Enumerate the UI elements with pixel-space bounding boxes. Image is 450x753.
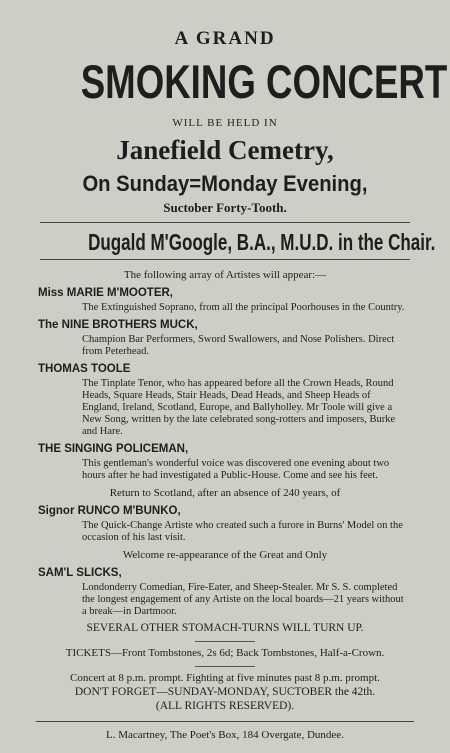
artist-description: The Extinguished Soprano, from all the principal Poorhouses in the Country. [82, 302, 405, 313]
divider-top [40, 222, 410, 223]
artist-name: The NINE BROTHERS MUCK, [38, 319, 198, 331]
header-line-a-grand: A GRAND [174, 28, 276, 49]
artist-name: THOMAS TOOLE [38, 363, 131, 375]
header-will-be-held: WILL BE HELD IN [172, 117, 278, 129]
artist-entry [40, 566, 410, 618]
divider-bottom [36, 721, 414, 722]
rights-line: (ALL RIGHTS RESERVED). [155, 700, 295, 712]
concert-time-line: Concert at 8 p.m. prompt. Fighting at five minutes past 8 p.m. prompt. [70, 672, 380, 684]
chair-line: Dugald M'Google, B.A., M.U.D. in the Chair. [88, 229, 436, 255]
artist-description: The Tinplate Tenor, who has appeared before all the Crown Heads, Round Heads, Square Heads, Stair Heads, Dead Heads, and Sheep Heads of England, Ireland, Scotland, Europe, and Ballyholley. Mr Toole will give a New Song, written by the late celebrated song-rotters and imposers, Burke and Hare. [82, 378, 396, 437]
artist-entry [40, 286, 410, 314]
header-when: On Sunday=Monday Evening, [82, 171, 368, 196]
divider-short [195, 641, 255, 642]
artist-description: This gentleman's wonderful voice was discovered one evening about two hours after he had investigated a Public-House. Come and see his feet. [82, 458, 390, 481]
tickets-line: TICKETS—Front Tombstones, 2s 6d; Back Tombstones, Half-a-Crown. [65, 647, 385, 659]
divider-chair [40, 259, 410, 260]
header-smoking-concert: SMOKING CONCERT [80, 55, 448, 108]
artist-description: The Quick-Change Artiste who created such a furore in Burns' Model on the occasion of his last visit. [82, 520, 403, 543]
several-line: SEVERAL OTHER STOMACH-TURNS WILL TURN UP. [86, 622, 364, 634]
return-line: Return to Scotland, after an absence of 240 years, of [109, 487, 341, 499]
artist-name: SAM'L SLICKS, [38, 567, 122, 579]
artist-entry [40, 362, 410, 438]
artist-description: Londonderry Comedian, Fire-Eater, and Sheep-Stealer. Mr S. S. completed the longest engagement of any Artiste on the local boards—21 years without a break—in Dartmoor. [82, 582, 404, 617]
printer-line: L. Macartney, The Poet's Box, 184 Overgate, Dundee. [106, 729, 344, 741]
divider-short [195, 666, 255, 667]
artist-entry [40, 504, 410, 544]
welcome-line: Welcome re-appearance of the Great and Only [122, 549, 328, 561]
intro-line: The following array of Artistes will appear:— [123, 269, 327, 281]
header-date: Suctober Forty-Tooth. [163, 200, 287, 215]
dont-forget-line: DON'T FORGET—SUNDAY-MONDAY, SUCTOBER the 42th. [74, 686, 376, 698]
artist-name: Miss MARIE M'MOOTER, [38, 287, 173, 299]
artist-name: THE SINGING POLICEMAN, [38, 443, 189, 455]
artist-entry [40, 318, 410, 358]
artist-name: Signor RUNCO M'BUNKO, [38, 505, 181, 517]
artist-description: Champion Bar Performers, Sword Swallowers, and Nose Polishers. Direct from Peterhead. [82, 334, 395, 357]
artist-entry [40, 442, 410, 482]
header-venue: Janefield Cemetry, [116, 135, 334, 165]
